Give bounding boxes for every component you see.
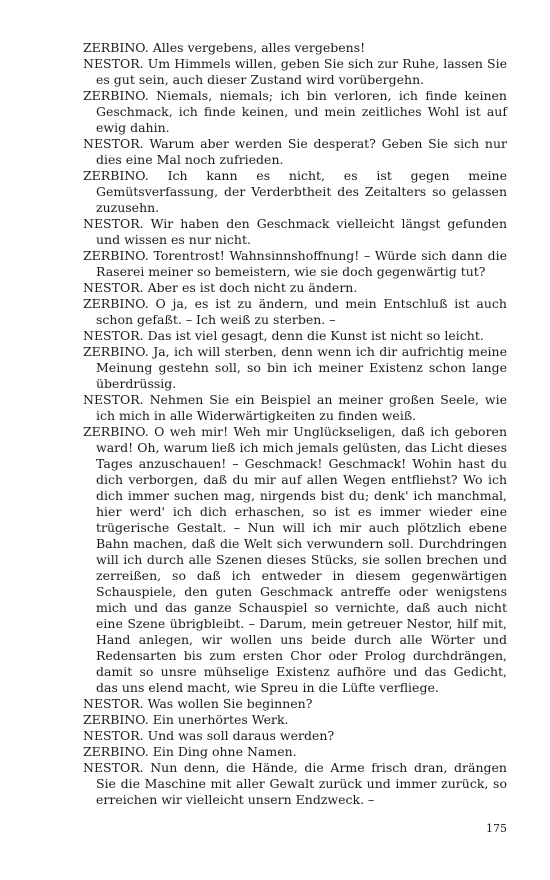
speech-zerbino xyxy=(83,744,507,760)
speaker-name: NESTOR. xyxy=(83,328,144,343)
speech-zerbino xyxy=(83,424,507,696)
speaker-name: NESTOR. xyxy=(83,136,144,151)
speaker-name: ZERBINO. xyxy=(83,744,149,759)
speaker-name: ZERBINO. xyxy=(83,168,149,183)
speech-text: Das ist viel gesagt, denn die Kunst ist nicht so leicht. xyxy=(147,328,484,343)
speech-nestor xyxy=(83,696,507,712)
speech-text: Was wollen Sie beginnen? xyxy=(147,696,313,711)
speech-zerbino xyxy=(83,344,507,392)
speech-text: Aber es ist doch nicht zu ändern. xyxy=(147,280,358,295)
speech-text: Nehmen Sie ein Beispiel an meiner großen Seele, wie ich mich in alle Widerwärtigkeiten zu finden weiß. xyxy=(96,392,507,423)
speech-text: Warum aber werden Sie desperat? Geben Sie sich nur dies eine Mal noch zufrieden. xyxy=(96,136,507,167)
speech-nestor xyxy=(83,56,507,88)
speaker-name: ZERBINO. xyxy=(83,40,149,55)
speech-nestor xyxy=(83,328,507,344)
speech-nestor xyxy=(83,136,507,168)
speaker-name: NESTOR. xyxy=(83,760,144,775)
speech-text: Niemals, niemals; ich bin verloren, ich finde keinen Geschmack, ich finde keinen, und mein zeitliches Wohl ist auf ewig dahin. xyxy=(96,88,507,135)
speaker-name: ZERBINO. xyxy=(83,712,149,727)
speech-text: Wir haben den Geschmack vielleicht längst gefunden und wissen es nur nicht. xyxy=(96,216,507,247)
speech-nestor xyxy=(83,216,507,248)
speech-zerbino xyxy=(83,296,507,328)
speech-zerbino xyxy=(83,40,507,56)
speaker-name: ZERBINO. xyxy=(83,296,149,311)
speech-nestor xyxy=(83,760,507,808)
speaker-name: NESTOR. xyxy=(83,56,144,71)
speech-nestor xyxy=(83,280,507,296)
speech-text: Ein Ding ohne Namen. xyxy=(152,744,297,759)
speech-text: Ja, ich will sterben, denn wenn ich dir aufrichtig meine Meinung gestehn soll, so bin ich meiner Existenz schon lange überdrüssig. xyxy=(96,344,507,391)
speaker-name: NESTOR. xyxy=(83,392,144,407)
speech-text: Und was soll daraus werden? xyxy=(147,728,335,743)
speaker-name: NESTOR. xyxy=(83,280,144,295)
speech-zerbino xyxy=(83,248,507,280)
speech-text: Um Himmels willen, geben Sie sich zur Ruhe, lassen Sie es gut sein, auch dieser Zustand wird vorübergehn. xyxy=(96,56,507,87)
speech-text: Nun denn, die Hände, die Arme frisch dran, drängen Sie die Maschine mit aller Gewalt zurück und immer zurück, so erreichen wir vielleicht unsern Endzweck. – xyxy=(96,760,507,807)
speech-text: Ich kann es nicht, es ist gegen meine Gemütsverfassung, der Verderbtheit des Zeitalters so gelassen zuzusehn. xyxy=(96,168,507,215)
speaker-name: ZERBINO. xyxy=(83,248,149,263)
speech-text: O weh mir! Weh mir Unglückseligen, daß ich geboren ward! Oh, warum ließ ich mich jemals gelüsten, das Licht dieses Tages anzuschauen! – Geschmack! Geschmack! Wohin hast du dich verborgen, daß du mir auf allen Wegen entfliehst? Wo ich dich immer suchen mag, nirgends bist du; denk' ich manchmal, hier werd' ich dich erhaschen, so ist es immer wieder eine trügerische Gestalt. – Nun will ich mir auch plötzlich ebene Bahn machen, daß die Welt sich verwundern soll. Durchdringen will ich durch alle Szenen dieses Stücks, sie sollen brechen und zerreißen, so daß ich entweder in diesem gegenwärtigen Schauspiele, den guten Geschmack antreffe oder wenigstens mich und das ganze Schauspiel so vernichte, daß auch nicht eine Szene übrigbleibt. – Darum, mein getreuer Nestor, hilf mit, Hand anlegen, wir wollen uns beide durch alle Wörter und Redensarten bis zum ersten Chor oder Prolog durchdrängen, damit so unsre mühselige Existenz aufhöre und das Gedicht, das uns elend macht, wie Spreu in die Lüfte verfliege. xyxy=(96,424,507,695)
speech-zerbino xyxy=(83,168,507,216)
speech-nestor xyxy=(83,728,507,744)
drama-text-page xyxy=(83,40,507,808)
speech-zerbino xyxy=(83,712,507,728)
speaker-name: NESTOR. xyxy=(83,216,144,231)
speaker-name: NESTOR. xyxy=(83,728,144,743)
speech-text: Alles vergebens, alles vergebens! xyxy=(152,40,366,55)
speech-text: Torentrost! Wahnsinnshoffnung! – Würde sich dann die Raserei meiner so bemeistern, wie sie doch gegenwärtig tut? xyxy=(96,248,508,279)
speech-nestor xyxy=(83,392,507,424)
speech-zerbino xyxy=(83,88,507,136)
speaker-name: ZERBINO. xyxy=(83,88,149,103)
page-number: 175 xyxy=(486,822,507,835)
speaker-name: ZERBINO. xyxy=(83,344,149,359)
speech-text: O ja, es ist zu ändern, und mein Entschluß ist auch schon gefaßt. – Ich weiß zu sterben. – xyxy=(96,296,507,327)
speech-text: Ein unerhörtes Werk. xyxy=(152,712,289,727)
speaker-name: NESTOR. xyxy=(83,696,144,711)
speaker-name: ZERBINO. xyxy=(83,424,149,439)
